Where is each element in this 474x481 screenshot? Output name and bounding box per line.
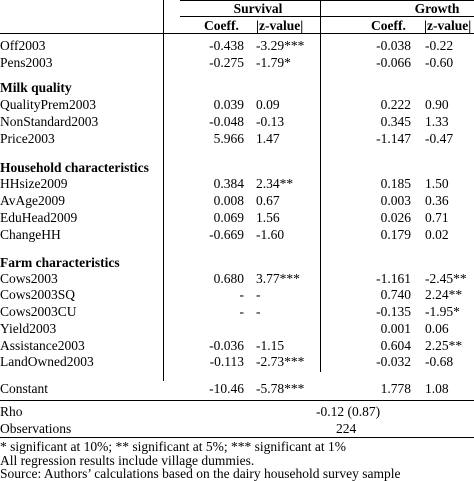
survival-zvalue-cell: -2.73*** <box>256 354 305 369</box>
variable-label: Yield2003 <box>0 321 57 336</box>
survival-zvalue-cell: 2.34** <box>256 176 294 191</box>
survival-coeff-cell: -0.113 <box>209 354 244 369</box>
variable-label: HHsize2009 <box>0 176 68 191</box>
growth-coeff-cell: 0.222 <box>380 97 411 112</box>
variable-label: Constant <box>0 381 49 396</box>
survival-coeff-cell: -0.048 <box>209 114 244 129</box>
growth-zvalue-cell: 1.50 <box>425 176 449 191</box>
growth-zvalue-cell: -0.22 <box>425 38 454 53</box>
survival-coeff-cell: -0.669 <box>209 227 244 242</box>
survival-zvalue-cell: -1.60 <box>256 227 285 242</box>
variable-label: Assistance2003 <box>0 338 85 353</box>
survival-coeff-cell: -10.46 <box>209 381 244 396</box>
survival-zvalue-cell: -3.29*** <box>256 38 305 53</box>
variable-label: EduHead2009 <box>0 210 78 225</box>
growth-zvalue-cell: -2.45** <box>425 271 467 286</box>
variable-label: Price2003 <box>0 131 55 146</box>
growth-zvalue-cell: 0.90 <box>425 97 449 112</box>
growth-zvalue-cell: 1.08 <box>425 381 449 396</box>
rho-label: Rho <box>0 404 23 419</box>
survival-zvalue-cell: - <box>256 304 261 319</box>
variable-label: NonStandard2003 <box>0 114 99 129</box>
variable-label: Cows2003 <box>0 271 58 286</box>
survival-zvalue-cell: -1.15 <box>256 338 285 353</box>
growth-coeff-cell: 0.179 <box>380 227 411 242</box>
growth-group-header: Growth <box>414 1 460 16</box>
survival-zvalue-header: |z-value| <box>256 18 304 33</box>
survival-zvalue-cell: 0.09 <box>256 97 280 112</box>
growth-coeff-cell: -1.161 <box>376 271 411 286</box>
survival-coeff-cell: -0.275 <box>209 55 244 70</box>
growth-coeff-cell: -0.066 <box>376 55 411 70</box>
section-heading: Farm characteristics <box>0 255 120 270</box>
survival-zvalue-cell: 0.67 <box>256 193 280 208</box>
growth-zvalue-cell: -1.95* <box>425 304 460 319</box>
survival-coeff-cell: -0.036 <box>209 338 244 353</box>
growth-zvalue-header: |z-value| <box>424 18 472 33</box>
growth-coeff-cell: -0.032 <box>376 354 411 369</box>
growth-coeff-cell: 0.740 <box>380 287 411 302</box>
survival-coeff-header: Coeff. <box>204 18 239 33</box>
survival-coeff-cell: 0.069 <box>213 210 244 225</box>
growth-zvalue-cell: -0.47 <box>425 131 454 146</box>
growth-coeff-cell: -0.038 <box>376 38 411 53</box>
header-bottom-rule <box>0 33 474 34</box>
growth-zvalue-cell: 0.02 <box>425 227 449 242</box>
growth-coeff-cell: 0.345 <box>380 114 411 129</box>
growth-coeff-cell: 0.185 <box>380 176 411 191</box>
growth-zvalue-cell: -0.68 <box>425 354 454 369</box>
variable-label: Cows2003CU <box>0 304 77 319</box>
variable-label: ChangeHH <box>0 227 61 242</box>
observations-label: Observations <box>0 421 72 436</box>
survival-coeff-cell: 0.384 <box>213 176 244 191</box>
survival-zvalue-cell: -5.78*** <box>256 381 305 396</box>
growth-zvalue-cell: 2.25** <box>425 338 463 353</box>
group-divider <box>320 0 321 372</box>
growth-zvalue-cell: 1.33 <box>425 114 449 129</box>
variable-label: QualityPrem2003 <box>0 97 96 112</box>
survival-zvalue-cell: -1.79* <box>256 55 291 70</box>
survival-coeff-cell: 0.039 <box>213 97 244 112</box>
survival-coeff-cell: - <box>239 287 244 302</box>
variable-label: LandOwned2003 <box>0 354 94 369</box>
survival-coeff-cell: 0.680 <box>213 271 244 286</box>
survival-zvalue-cell: -0.13 <box>256 114 285 129</box>
growth-zvalue-cell: -0.60 <box>425 55 454 70</box>
village-dummies-note: All regression results include village dummies. <box>0 453 255 468</box>
growth-coeff-cell: -0.135 <box>376 304 411 319</box>
survival-zvalue-cell: - <box>256 287 261 302</box>
variable-label: Pens2003 <box>0 55 53 70</box>
growth-zvalue-cell: 0.06 <box>425 321 449 336</box>
growth-coeff-cell: 0.001 <box>380 321 411 336</box>
variable-label: Cows2003SQ <box>0 287 76 302</box>
growth-zvalue-cell: 0.36 <box>425 193 449 208</box>
observations-value: 224 <box>336 421 357 436</box>
source-note: Source: Authors’ calculations based on the dairy household survey sample <box>0 466 401 481</box>
section-heading: Milk quality <box>0 80 72 95</box>
growth-coeff-cell: -1.147 <box>376 131 411 146</box>
growth-zvalue-cell: 0.71 <box>425 210 449 225</box>
group-header-rule <box>180 16 474 17</box>
section-heading: Household characteristics <box>0 160 149 175</box>
rho-value: -0.12 (0.87) <box>316 404 381 419</box>
summary-top-rule <box>0 400 474 401</box>
growth-zvalue-cell: 2.24** <box>425 287 463 302</box>
survival-zvalue-cell: 1.47 <box>256 131 280 146</box>
survival-coeff-cell: 5.966 <box>213 131 244 146</box>
survival-coeff-cell: 0.008 <box>213 193 244 208</box>
growth-coeff-cell: 0.026 <box>380 210 411 225</box>
survival-zvalue-cell: 3.77*** <box>256 271 300 286</box>
notes-top-rule <box>0 437 474 438</box>
survival-coeff-cell: - <box>239 304 244 319</box>
variable-label: AvAge2009 <box>0 193 65 208</box>
growth-coeff-cell: 1.778 <box>380 381 411 396</box>
survival-group-header: Survival <box>233 1 283 16</box>
growth-coeff-header: Coeff. <box>371 18 406 33</box>
growth-coeff-cell: 0.604 <box>380 338 411 353</box>
significance-note: * significant at 10%; ** significant at 5%; *** significant at 1% <box>0 439 347 454</box>
growth-coeff-cell: 0.003 <box>380 193 411 208</box>
variable-label: Off2003 <box>0 38 46 53</box>
survival-zvalue-cell: 1.56 <box>256 210 280 225</box>
label-column-divider <box>163 0 164 381</box>
survival-coeff-cell: -0.438 <box>209 38 244 53</box>
